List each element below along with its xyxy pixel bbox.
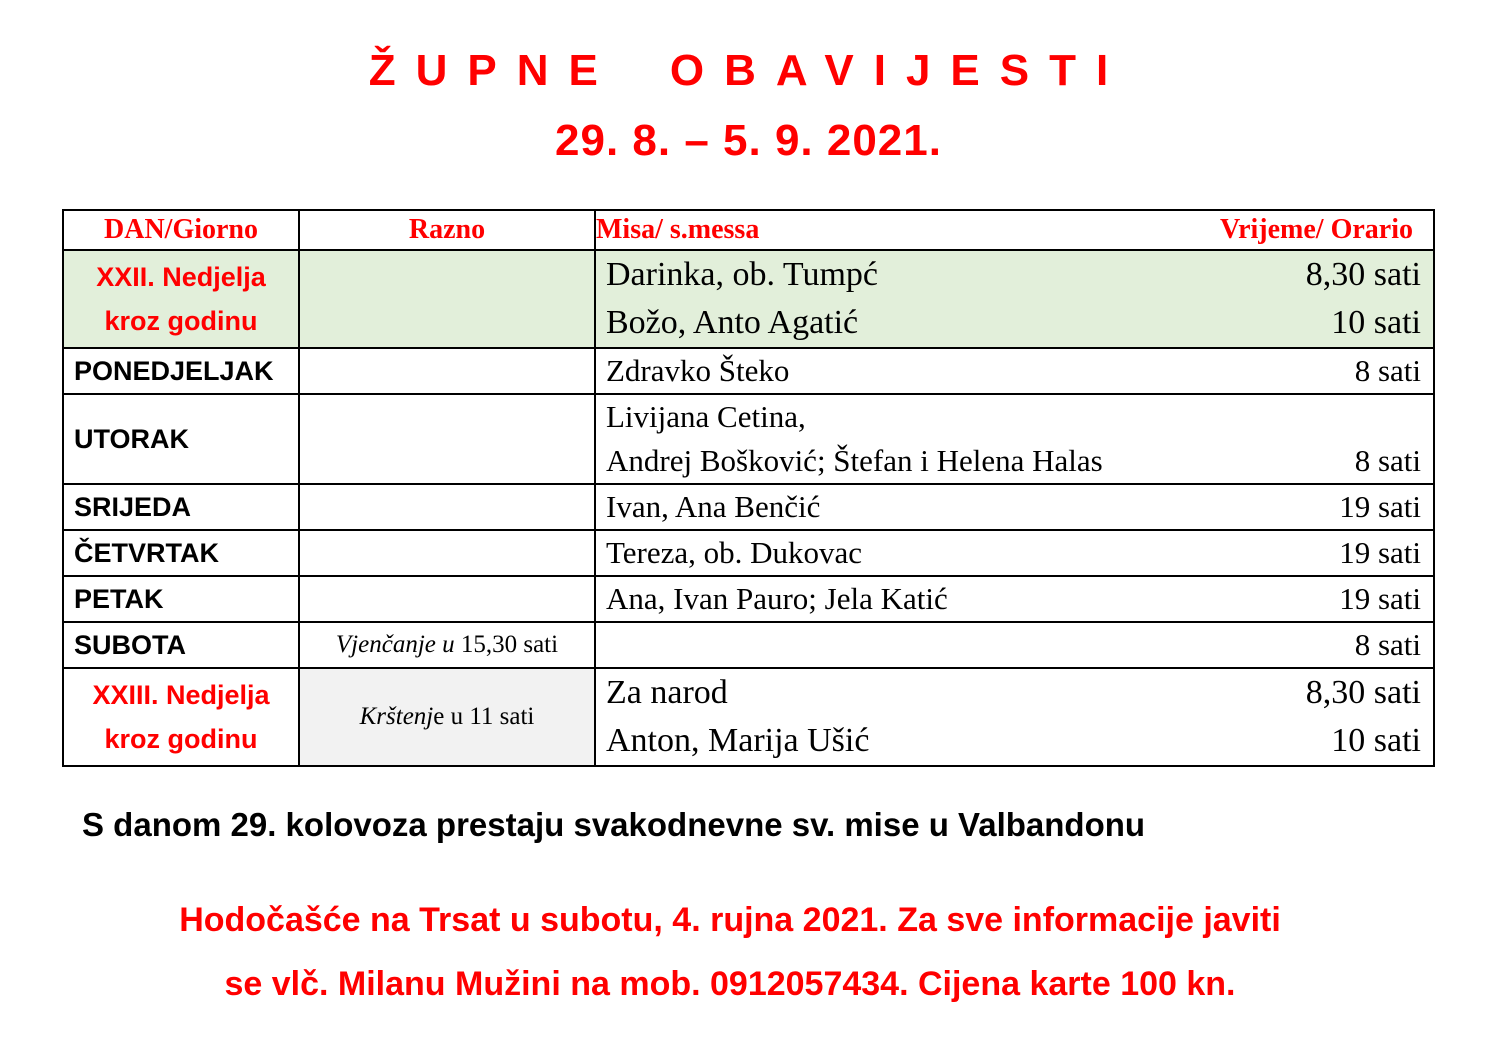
- mass-cell: [595, 250, 1434, 348]
- day-line: kroz godinu: [104, 306, 258, 336]
- header-day: DAN/Giorno: [63, 210, 299, 250]
- day-cell: UTORAK: [63, 394, 299, 484]
- mass-time: 19 sati: [1339, 489, 1421, 524]
- pilgrimage-notice: [0, 888, 1460, 1016]
- mass-time: 8 sati: [1354, 627, 1421, 662]
- mass-line: [606, 717, 1421, 765]
- razno-italic: Krštenj: [359, 703, 434, 730]
- mass-cell: [595, 622, 1434, 668]
- day-cell: ČETVRTAK: [63, 530, 299, 576]
- pilgrimage-line: se vlč. Milanu Mužini na mob. 0912057434. Cijena karte 100 kn.: [224, 965, 1236, 1003]
- mass-line: [606, 349, 1421, 393]
- razno-cell: [299, 622, 595, 668]
- mass-name: Za narod: [606, 674, 728, 711]
- header-misa-label: Misa/ s.messa: [596, 214, 760, 245]
- mass-cell: [595, 348, 1434, 394]
- mass-name: Darinka, ob. Tumpć: [606, 256, 878, 293]
- mass-time: 19 sati: [1339, 535, 1421, 570]
- day-cell: [63, 250, 299, 348]
- mass-name: Zdravko Šteko: [606, 353, 790, 388]
- mass-line: [606, 395, 1421, 439]
- mass-time: 8,30 sati: [1305, 674, 1421, 711]
- mass-line: [606, 299, 1421, 347]
- mass-line: [606, 485, 1421, 529]
- razno-cell: [299, 576, 595, 622]
- mass-line: [606, 439, 1421, 483]
- razno-cell: [299, 668, 595, 766]
- mass-name: Andrej Bošković; Štefan i Helena Halas: [606, 443, 1103, 478]
- razno-cell: [299, 484, 595, 530]
- page-title: [0, 46, 1497, 96]
- mass-cell: [595, 576, 1434, 622]
- mass-time: 8,30 sati: [1305, 256, 1421, 293]
- mass-cell: [595, 668, 1434, 766]
- header-razno: Razno: [299, 210, 595, 250]
- mass-name: Ana, Ivan Pauro; Jela Katić: [606, 581, 948, 616]
- mass-time: 19 sati: [1339, 581, 1421, 616]
- table-row: [63, 622, 1434, 668]
- razno-cell: [299, 250, 595, 348]
- pilgrimage-line: Hodočašće na Trsat u subotu, 4. rujna 2021. Za sve informacije javiti: [179, 901, 1281, 939]
- mass-line: [606, 577, 1421, 621]
- table-row: [63, 250, 1434, 348]
- table-row: [63, 530, 1434, 576]
- razno-text: e u 11 sati: [433, 703, 535, 730]
- mass-time: 8 sati: [1354, 443, 1421, 478]
- table-row: [63, 576, 1434, 622]
- header-misa: [595, 210, 1434, 250]
- mass-time: 10 sati: [1331, 304, 1421, 341]
- table-row: [63, 348, 1434, 394]
- mass-line: [606, 623, 1421, 667]
- day-line: XXII. Nedjelja: [96, 262, 266, 292]
- razno-cell: [299, 348, 595, 394]
- date-range: 29. 8. – 5. 9. 2021.: [555, 116, 942, 165]
- schedule-table: [62, 209, 1435, 767]
- title-part-1: ŽUPNE: [368, 46, 618, 95]
- table-header-row: [63, 210, 1434, 250]
- mass-line: [606, 531, 1421, 575]
- mass-line: [606, 669, 1421, 717]
- mass-name: Ivan, Ana Benčić: [606, 489, 821, 524]
- day-cell: SUBOTA: [63, 622, 299, 668]
- day-cell: [63, 668, 299, 766]
- notice-text: S danom 29. kolovoza prestaju svakodnevne sv. mise u Valbandonu: [82, 806, 1146, 843]
- mass-name: Božo, Anto Agatić: [606, 304, 859, 341]
- razno-cell: [299, 530, 595, 576]
- table-row: [63, 668, 1434, 766]
- mass-time: 10 sati: [1331, 722, 1421, 759]
- mass-cell: [595, 394, 1434, 484]
- razno-cell: [299, 394, 595, 484]
- mass-name: Anton, Marija Ušić: [606, 722, 870, 759]
- mass-name: Tereza, ob. Dukovac: [606, 535, 863, 570]
- razno-italic: Vjenčanje u: [335, 631, 455, 658]
- mass-line: [606, 251, 1421, 299]
- mass-time: 8 sati: [1354, 353, 1421, 388]
- table-row: [63, 484, 1434, 530]
- day-line: kroz godinu: [104, 724, 258, 754]
- day-cell: PONEDJELJAK: [63, 348, 299, 394]
- mass-name: Livijana Cetina,: [606, 399, 806, 434]
- razno-text: 15,30 sati: [454, 631, 559, 658]
- title-part-2: OBAVIJESTI: [669, 46, 1129, 95]
- table-row: [63, 394, 1434, 484]
- day-line: XXIII. Nedjelja: [92, 680, 270, 710]
- day-cell: SRIJEDA: [63, 484, 299, 530]
- day-cell: PETAK: [63, 576, 299, 622]
- header-orario: Vrijeme/ Orario: [1219, 214, 1413, 245]
- mass-cell: [595, 530, 1434, 576]
- mass-cell: [595, 484, 1434, 530]
